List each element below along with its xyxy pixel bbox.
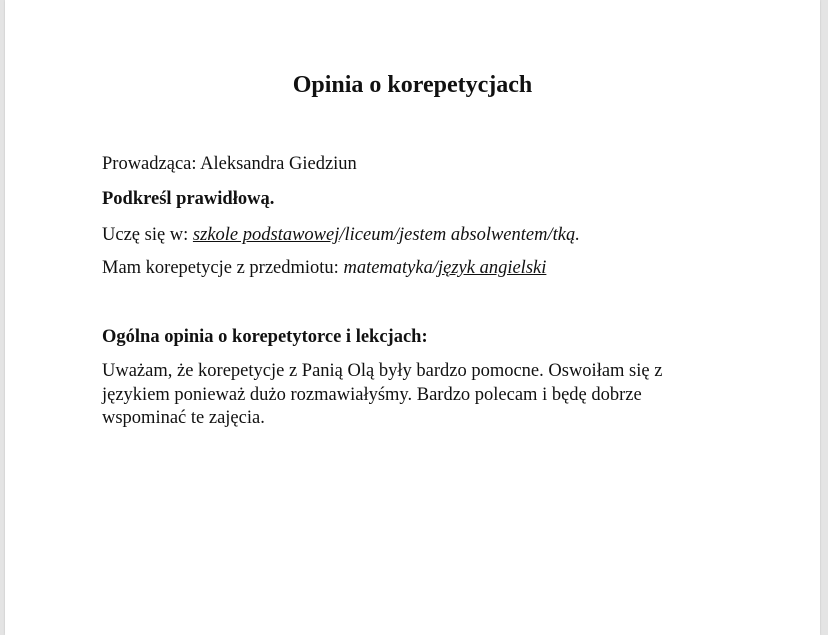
opinion-heading: Ogólna opinia o korepetytorce i lekcjach: xyxy=(102,327,428,347)
school-option-primary: szkole podstawowej xyxy=(192,225,340,245)
subject-label: Mam korepetycje z przedmiotu: xyxy=(102,258,344,278)
document-page xyxy=(5,0,820,635)
instructor-line: Prowadząca: Aleksandra Giedziun xyxy=(102,154,357,174)
subject-option-english: język angielski xyxy=(437,258,547,278)
opinion-line: Uważam, że korepetycje z Panią Olą były bardzo pomocne. Oswoiłam się z xyxy=(102,361,663,381)
document-title: Opinia o korepetycjach xyxy=(292,72,533,98)
school-separator-2: / xyxy=(393,225,399,245)
subject-separator: / xyxy=(432,258,438,278)
subject-option-math: matematyka xyxy=(343,258,433,278)
instruction-text: Podkreśl prawidłową. xyxy=(102,189,275,209)
opinion-line: wspominać te zajęcia. xyxy=(102,408,265,428)
school-label: Uczę się w: xyxy=(102,225,193,245)
opinion-paragraph xyxy=(102,360,702,431)
school-option-highschool: liceum xyxy=(344,225,394,245)
opinion-line: językiem ponieważ dużo rozmawiałyśmy. Bardzo polecam i będę dobrze xyxy=(102,384,642,405)
subject-question xyxy=(102,258,546,279)
school-question xyxy=(102,225,580,246)
school-separator-1: / xyxy=(339,225,345,245)
school-option-graduate: jestem absolwentem/tką. xyxy=(398,225,580,245)
